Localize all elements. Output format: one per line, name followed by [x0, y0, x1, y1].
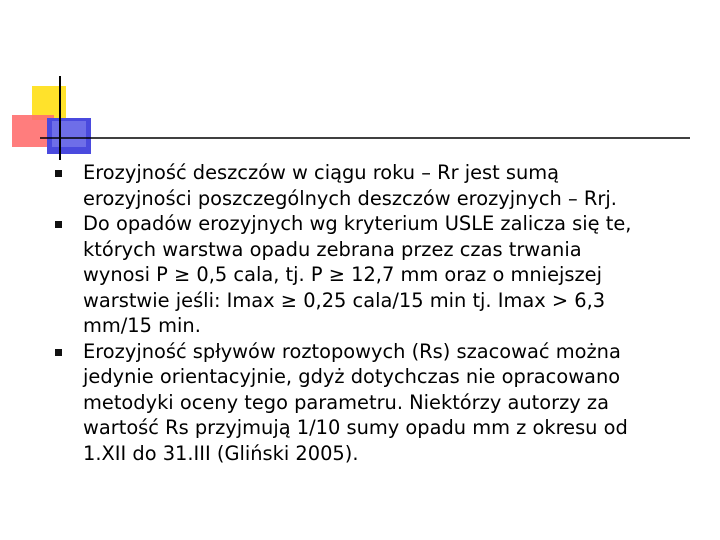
square-bullet-icon [55, 349, 62, 356]
bullet-line: Do opadów erozyjnych wg kryterium USLE zalicza się te, [83, 212, 632, 235]
bullet-line: wynosi P ≥ 0,5 cala, tj. P ≥ 12,7 mm oraz o mniejszej [83, 263, 602, 286]
bullet-item [52, 160, 692, 211]
bullet-line: Erozyjność spływów roztopowych (Rs) szacować można [83, 339, 621, 363]
bullet-line: Erozyjność deszczów w ciągu roku – Rr jest sumą [83, 161, 560, 184]
square-bullet-icon [55, 170, 62, 177]
bullet-line: warstwie jeśli: Imax ≥ 0,25 cala/15 min tj. Imax > 6,3 [83, 288, 606, 312]
bullet-line: metodyki oceny tego parametru. Niektórzy autorzy za [83, 390, 609, 414]
bullet-item [52, 339, 692, 467]
bullet-line: 1.XII do 31.III (Gliński 2005). [83, 441, 359, 465]
bullet-line: których warstwa opadu zebrana przez czas trwania [83, 237, 582, 261]
bullet-list [52, 160, 692, 466]
blue-square-highlight [52, 121, 86, 147]
bullet-line: erozyjności poszczególnych deszczów erozyjnych – Rrj. [83, 186, 617, 210]
square-bullet-icon [55, 221, 62, 228]
bullet-line: wartość Rs przyjmują 1/10 sumy opadu mm z okresu od [83, 416, 628, 439]
bullet-line: jedynie orientacyjnie, gdyż dotychczas nie opracowano [83, 365, 621, 388]
bullet-item [52, 211, 692, 339]
bullet-line: mm/15 min. [83, 314, 201, 337]
